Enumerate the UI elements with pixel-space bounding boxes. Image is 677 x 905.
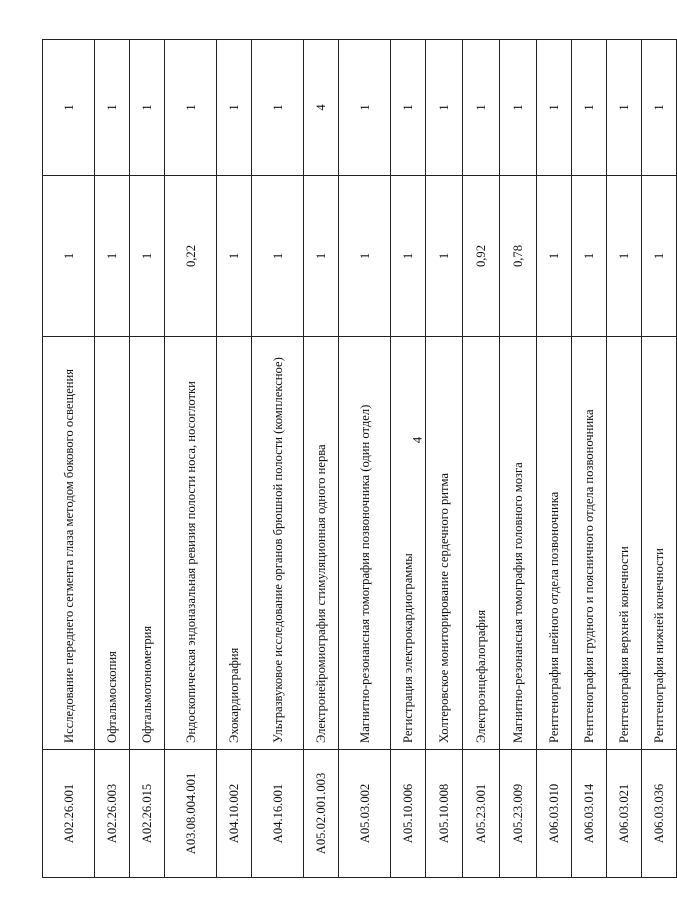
service-code-cell: A05.03.002 [339, 750, 391, 878]
frequency-cell: 1 [537, 176, 572, 337]
multiplicity-cell: 1 [537, 40, 572, 176]
service-name-cell: Электронейромиография стимуляционная одного нерва [304, 337, 339, 750]
page-number: 4 [409, 436, 425, 444]
frequency-cell: 1 [217, 176, 252, 337]
service-code-cell: A05.02.001.003 [304, 750, 339, 878]
multiplicity-cell: 1 [463, 40, 500, 176]
table-row [607, 40, 642, 878]
service-name-cell: Электроэнцефалография [463, 337, 500, 750]
service-name-cell: Рентгенография верхней конечности [607, 337, 642, 750]
multiplicity-cell: 1 [217, 40, 252, 176]
frequency-cell: 1 [572, 176, 607, 337]
multiplicity-cell: 4 [304, 40, 339, 176]
frequency-cell: 1 [426, 176, 463, 337]
multiplicity-cell: 1 [43, 40, 95, 176]
table-row [426, 40, 463, 878]
table-row [572, 40, 607, 878]
service-code-cell: A02.26.015 [130, 750, 165, 878]
frequency-cell: 1 [607, 176, 642, 337]
service-name-cell: Эндоскопическая эндоназальная ревизия полости носа, носоглотки [165, 337, 217, 750]
frequency-cell: 1 [43, 176, 95, 337]
procedures-table [42, 39, 677, 878]
table-row [304, 40, 339, 878]
service-name-cell: Рентгенография грудного и поясничного отдела позвоночника [572, 337, 607, 750]
service-code-cell: A05.10.006 [391, 750, 426, 878]
service-name-cell: Рентгенография нижней конечности [642, 337, 677, 750]
multiplicity-cell: 1 [500, 40, 537, 176]
multiplicity-cell: 1 [252, 40, 304, 176]
table-row [95, 40, 130, 878]
table-row [500, 40, 537, 878]
frequency-cell: 1 [339, 176, 391, 337]
service-name-cell: Эхокардиография [217, 337, 252, 750]
service-name-cell: Холтеровское мониторирование сердечного ритма [426, 337, 463, 750]
multiplicity-cell: 1 [642, 40, 677, 176]
service-code-cell: A04.10.002 [217, 750, 252, 878]
table-row [43, 40, 95, 878]
service-code-cell: A06.03.021 [607, 750, 642, 878]
service-name-cell: Исследование переднего сегмента глаза методом бокового освещения [43, 337, 95, 750]
frequency-cell: 1 [252, 176, 304, 337]
frequency-cell: 1 [95, 176, 130, 337]
table-row [642, 40, 677, 878]
frequency-cell: 0,92 [463, 176, 500, 337]
multiplicity-cell: 1 [426, 40, 463, 176]
service-code-cell: A03.08.004.001 [165, 750, 217, 878]
service-code-cell: A04.16.001 [252, 750, 304, 878]
service-name-cell: Рентгенография шейного отдела позвоночника [537, 337, 572, 750]
service-name-cell: Регистрация электрокардиограммы [391, 337, 426, 750]
frequency-cell: 1 [130, 176, 165, 337]
service-code-cell: A02.26.003 [95, 750, 130, 878]
rotated-table-container [42, 40, 666, 878]
service-code-cell: A05.23.001 [463, 750, 500, 878]
table-row [391, 40, 426, 878]
service-name-cell: Ультразвуковое исследование органов брюшной полости (комплексное) [252, 337, 304, 750]
frequency-cell: 0,22 [165, 176, 217, 337]
service-code-cell: A05.23.009 [500, 750, 537, 878]
multiplicity-cell: 1 [165, 40, 217, 176]
multiplicity-cell: 1 [339, 40, 391, 176]
service-name-cell: Магнитно-резонансная томография позвоночника (один отдел) [339, 337, 391, 750]
table-row [463, 40, 500, 878]
service-code-cell: A06.03.010 [537, 750, 572, 878]
frequency-cell: 1 [642, 176, 677, 337]
frequency-cell: 1 [391, 176, 426, 337]
table-row [217, 40, 252, 878]
multiplicity-cell: 1 [391, 40, 426, 176]
service-code-cell: A06.03.036 [642, 750, 677, 878]
multiplicity-cell: 1 [95, 40, 130, 176]
multiplicity-cell: 1 [130, 40, 165, 176]
service-code-cell: A06.03.014 [572, 750, 607, 878]
table-row [537, 40, 572, 878]
service-code-cell: A02.26.001 [43, 750, 95, 878]
multiplicity-cell: 1 [607, 40, 642, 176]
table-row [252, 40, 304, 878]
service-name-cell: Офтальмотонометрия [130, 337, 165, 750]
frequency-cell: 0,78 [500, 176, 537, 337]
table-row [339, 40, 391, 878]
table-row [130, 40, 165, 878]
service-code-cell: A05.10.008 [426, 750, 463, 878]
frequency-cell: 1 [304, 176, 339, 337]
service-name-cell: Офтальмоскопия [95, 337, 130, 750]
service-name-cell: Магнитно-резонансная томография головного мозга [500, 337, 537, 750]
table-row [165, 40, 217, 878]
multiplicity-cell: 1 [572, 40, 607, 176]
